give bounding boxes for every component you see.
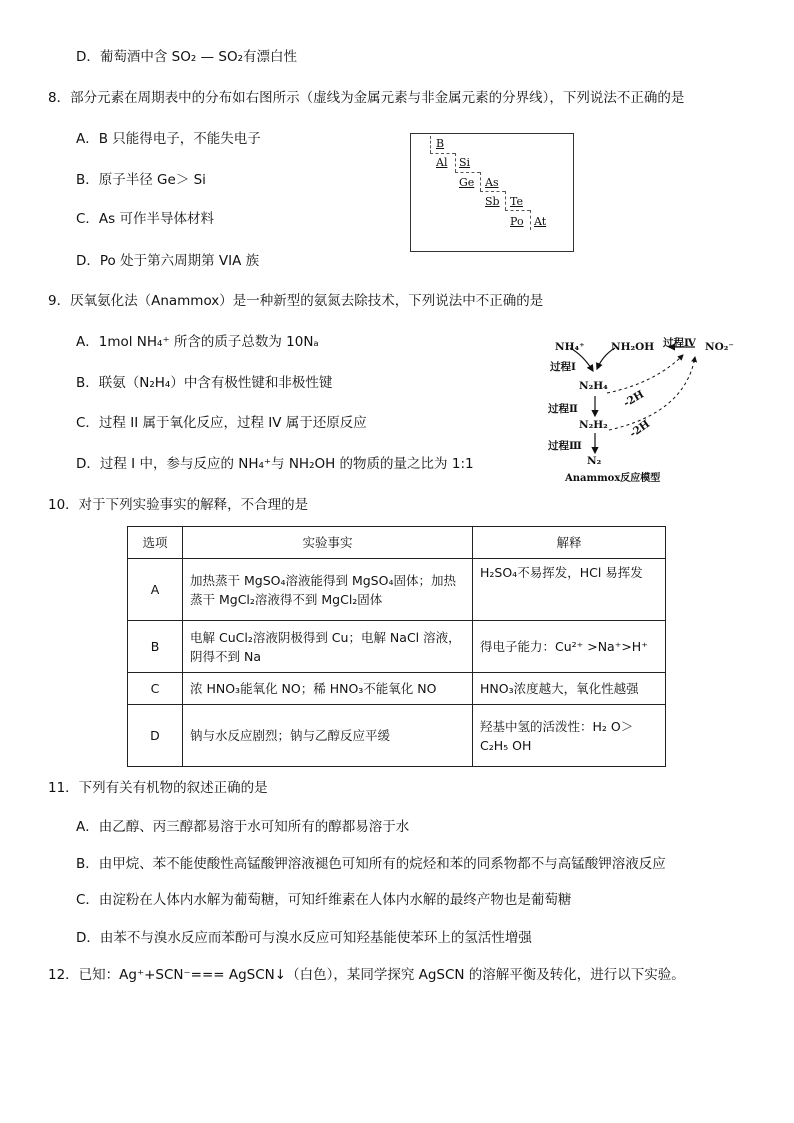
row-option: B [128,621,183,673]
row-fact: 电解 CuCl₂溶液阴极得到 Cu；电解 NaCl 溶液，阴得不到 Na [183,621,473,673]
boundary-line [430,153,455,154]
species-n2h2: N₂H₂ [579,419,608,431]
q10-stem: 10．对于下列实验事实的解释，不合理的是 [48,497,309,513]
species-n2h4: N₂H₄ [579,380,608,392]
element-as: As [485,176,499,189]
q11-option-b: B．由甲烷、苯不能使酸性高锰酸钾溶液褪色可知所有的烷烃和苯的同系物都不与高锰酸钾溶液反应 [76,856,666,872]
species-nh2oh: NH₂OH [611,341,655,353]
step-4-label: 过程Ⅳ [663,337,696,349]
q11-option-c: C．由淀粉在人体内水解为葡萄糖，可知纤维素在人体内水解的最终产物也是葡萄糖 [76,892,572,908]
row-explanation: 得电子能力：Cu²⁺ >Na⁺>H⁺ [473,621,666,673]
boundary-line [505,210,530,211]
element-at: At [534,215,547,228]
q9-stem: 9．厌氧氨化法（Anammox）是一种新型的氨氮去除技术，下列说法中不正确的是 [48,293,544,309]
table-row [128,673,666,705]
element-b: B [436,137,445,150]
boundary-line [430,136,431,153]
element-ge: Ge [459,176,475,189]
step-2-label: 过程Ⅱ [548,403,578,415]
anammox-diagram [545,333,745,483]
periodic-table-fragment [410,133,574,252]
q9-option-a: A．1mol NH₄⁺ 所含的质子总数为 10Nₐ [76,334,319,350]
step-1-label: 过程Ⅰ [550,361,576,373]
diagram-caption: Anammox反应模型 [565,473,661,484]
boundary-line [480,191,505,192]
row-option: A [128,559,183,621]
q12-stem: 12．已知：Ag⁺+SCN⁻=== AgSCN↓（白色），某同学探究 AgSCN 的溶解平衡及转化，进行以下实验。 [48,967,685,983]
row-option: D [128,705,183,767]
header-option: 选项 [128,527,183,559]
boundary-line [480,172,481,191]
table-row [128,705,666,767]
row-explanation: 羟基中氢的活泼性：H₂ O＞ C₂H₅ OH [473,705,666,767]
q7-option-d: D．葡萄酒中含 SO₂ — SO₂有漂白性 [76,49,297,65]
q9-option-c: C．过程 II 属于氧化反应，过程 IV 属于还原反应 [76,415,367,431]
row-fact: 钠与水反应剧烈；钠与乙醇反应平缓 [183,705,473,767]
step-3-label: 过程Ⅲ [548,440,582,452]
q8-option-b: B．原子半径 Ge＞ Si [76,172,206,188]
boundary-line [530,210,531,230]
table-row [128,621,666,673]
minus-2h-label: -2H [627,417,653,441]
species-nh4: NH₄⁺ [555,341,585,353]
header-explanation: 解释 [473,527,666,559]
boundary-line [455,153,456,172]
element-te: Te [510,195,523,208]
q10-table [127,526,666,767]
header-fact: 实验事实 [183,527,473,559]
row-explanation: HNO₃浓度越大，氧化性越强 [473,673,666,705]
minus-2h-label: -2H [621,388,647,410]
row-option: C [128,673,183,705]
element-si: Si [459,156,471,169]
q11-option-a: A．由乙醇、丙三醇都易溶于水可知所有的醇都易溶于水 [76,819,410,835]
boundary-line [455,172,480,173]
species-no2: NO₂⁻ [705,341,734,353]
q8-option-a: A．B 只能得电子，不能失电子 [76,131,261,147]
q8-option-d: D．Po 处于第六周期第 VIA 族 [76,253,260,269]
row-fact: 加热蒸干 MgSO₄溶液能得到 MgSO₄固体；加热蒸干 MgCl₂溶液得不到 MgCl₂固体 [183,559,473,621]
boundary-line [505,191,506,210]
q11-option-d: D．由苯不与溴水反应而苯酚可与溴水反应可知羟基能使苯环上的氢活性增强 [76,930,532,946]
q8-option-c: C．As 可作半导体材料 [76,211,214,227]
q11-stem: 11．下列有关有机物的叙述正确的是 [48,780,268,796]
element-sb: Sb [485,195,500,208]
species-n2: N₂ [587,455,602,467]
element-al: Al [436,156,448,169]
row-fact: 浓 HNO₃能氧化 NO；稀 HNO₃不能氧化 NO [183,673,473,705]
row-explanation: H₂SO₄不易挥发，HCl 易挥发 [473,559,666,621]
q8-stem: 8．部分元素在周期表中的分布如右图所示（虚线为金属元素与非金属元素的分界线），下列说法不正确的是 [48,90,685,106]
q9-option-d: D．过程 I 中，参与反应的 NH₄⁺与 NH₂OH 的物质的量之比为 1:1 [76,456,474,472]
element-po: Po [510,215,524,228]
table-header-row [128,527,666,559]
q9-option-b: B．联氨（N₂H₄）中含有极性键和非极性键 [76,375,333,391]
table-row [128,559,666,621]
